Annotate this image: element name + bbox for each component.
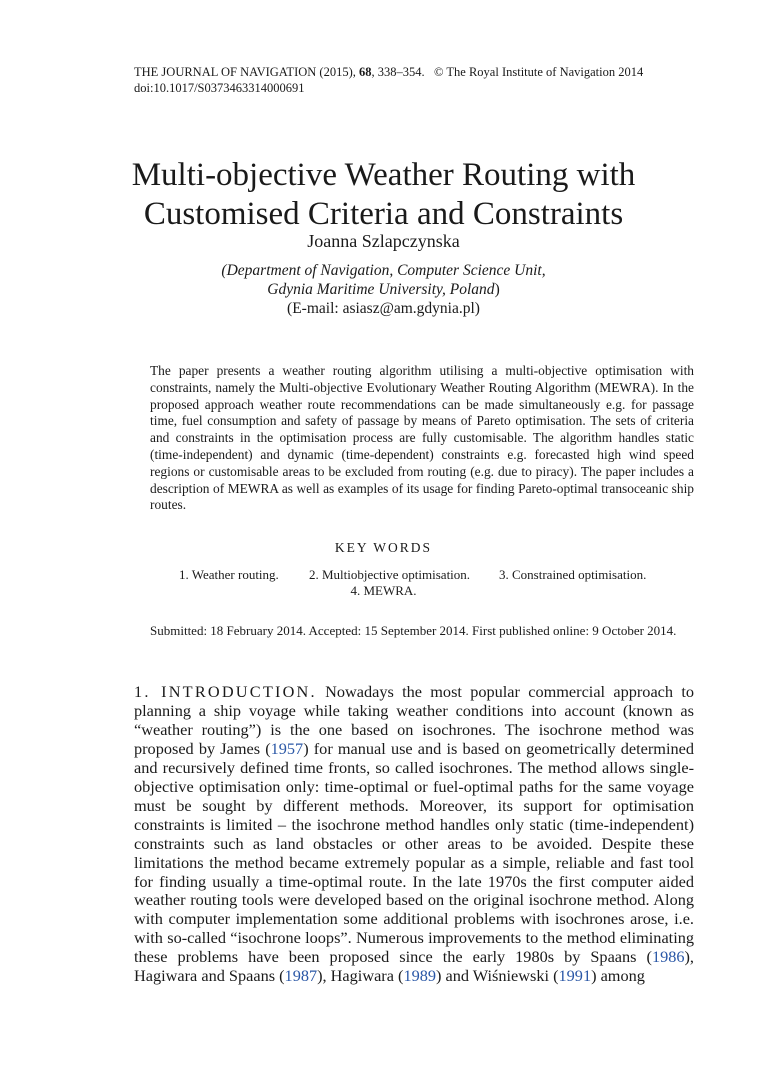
keyword-item: 3. Constrained optimisation. (499, 567, 647, 582)
introduction-paragraph (134, 683, 694, 986)
affiliation-line-2: Gdynia Maritime University, Poland (267, 281, 495, 298)
author-affiliation (0, 261, 767, 318)
citation-line (134, 64, 694, 80)
abstract: The paper presents a weather routing algorithm utilising a multi-objective optimisation with constraints, namely the Multi-objective Evolutionary Weather Routing Algorithm (MEWRA). In the proposed approach weather route recommendations can be made simultaneously e.g. for passage time, fuel consumption and safety of passage by means of Pareto optimisation. The sets of criteria and constraints in the optimisation process are fully customisable. The algorithm handles static (time-independent) and dynamic (time-dependent) constraints e.g. forecasted high wind speed regions or customisable areas to be excluded from routing (e.g. due to piracy). The paper includes a description of MEWRA as well as examples of its usage for finding Pareto-optimal transoceanic ship routes. (150, 363, 694, 513)
article-title: Multi-objective Weather Routing with Customised Criteria and Constraints (131, 157, 636, 233)
body-text: ) among (591, 966, 645, 986)
keyword-item: 4. MEWRA. (350, 583, 417, 598)
section-heading: 1. INTRODUCTION. (134, 682, 317, 701)
copyright-notice: © The Royal Institute of Navigation 2014 (434, 65, 644, 79)
body-text: ), Hagiwara and Spaans ( (134, 947, 694, 986)
keyword-item: 1. Weather routing. (179, 567, 279, 582)
citation-link[interactable]: 1991 (558, 966, 592, 986)
body-text: Nowadays the most popular commercial approach to planning a ship voyage while taking weather conditions into account (known as “weather routing”) is the one based on isochrones. The isochrone method was proposed by James ( (134, 682, 694, 758)
body-text: ), Hagiwara ( (317, 966, 404, 986)
journal-header (134, 64, 694, 96)
citation-link[interactable]: 1989 (403, 966, 437, 986)
doi[interactable]: doi:10.1017/S0373463314000691 (134, 81, 305, 95)
citation-link[interactable]: 1986 (651, 947, 685, 967)
keyword-item: 2. Multiobjective optimisation. (309, 567, 471, 582)
journal-name: THE JOURNAL OF NAVIGATION (2015), (134, 65, 356, 79)
affiliation-line-1: (Department of Navigation, Computer Science Unit, (221, 262, 546, 279)
citation-link[interactable]: 1987 (284, 966, 318, 986)
submission-dates: Submitted: 18 February 2014. Accepted: 15 September 2014. First published online: 9 October 2014. (150, 623, 677, 638)
author-name: Joanna Szlapczynska (307, 231, 460, 251)
journal-pages: , 338–354. (371, 65, 425, 79)
journal-volume: 68 (359, 65, 372, 79)
keywords-heading: KEY WORDS (334, 540, 433, 555)
body-text: ) for manual use and is based on geometrically determined and recursively defined time fronts, so called isochrones. The method allows single-objective optimisation only: time-optimal or fuel-optimal paths for the same voyage must be sought by different methods. Moreover, its support for optimisation constraints is limited – the isochrone method handles only static (time-independent) constraints such as land obstacles or other areas to be avoided. Despite these limitations the method became extremely popular as a simple, reliable and fast tool for finding usually a time-optimal route. In the late 1970s the first computer aided weather routing tools were developed based on the original isochrone method. Along with computer implementation some additional problems with isochrones arose, i.e. with so-called “isochrone loops”. Numerous improvements to the method eliminating these problems have been proposed since the early 1980s by Spaans ( (134, 738, 695, 967)
author-email[interactable]: (E-mail: asiasz@am.gdynia.pl) (287, 300, 480, 317)
affiliation-close: ) (494, 281, 500, 298)
body-text: ) and Wiśniewski ( (436, 966, 559, 986)
citation-link[interactable]: 1957 (270, 738, 304, 758)
